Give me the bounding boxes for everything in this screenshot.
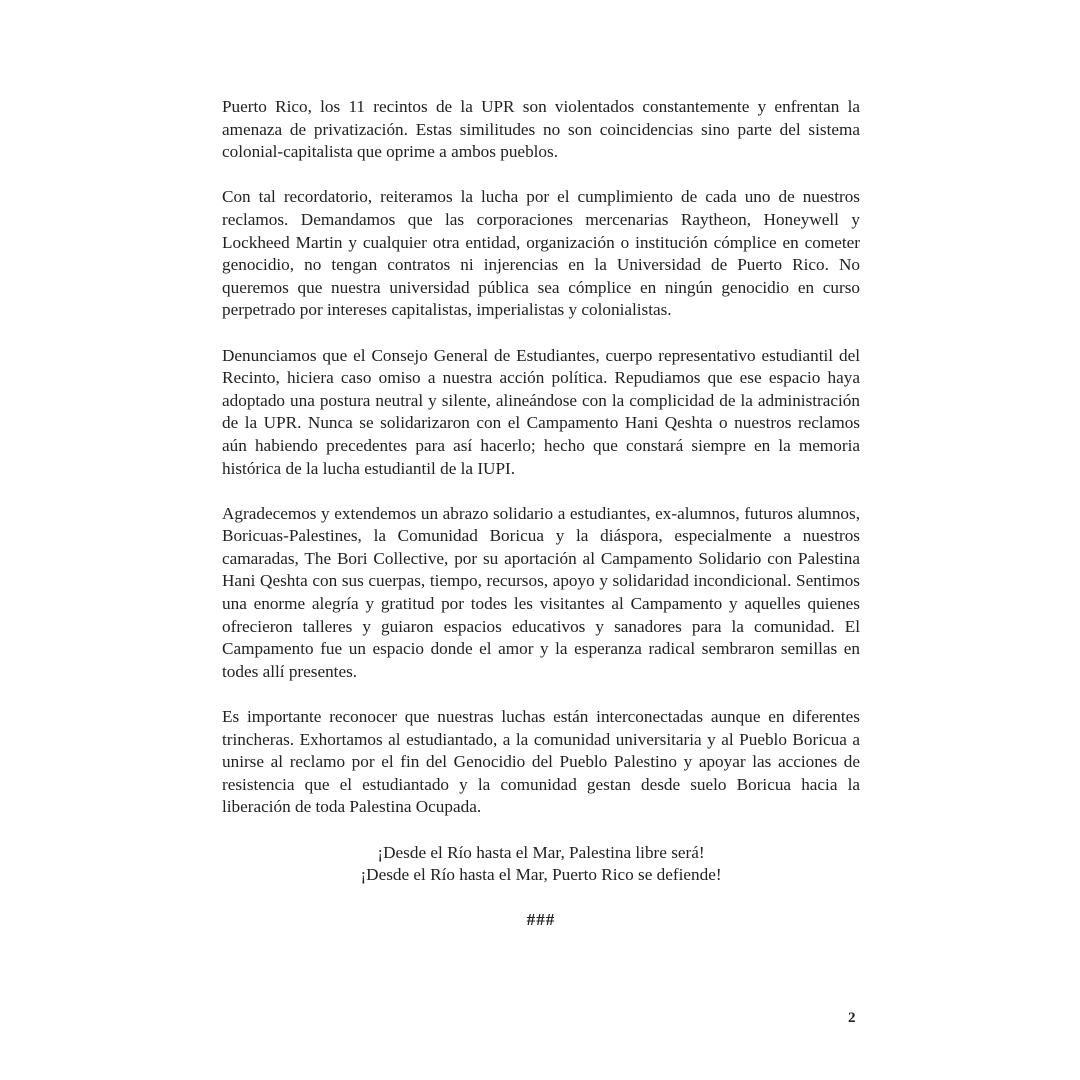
- closing-slogan-line: ¡Desde el Río hasta el Mar, Puerto Rico se defiende!: [360, 865, 722, 885]
- paragraph: Con tal recordatorio, reiteramos la lucha por el cumplimiento de cada uno de nuestros reclamos. Demandamos que las corporaciones mercenarias Raytheon, Honeywell y Lockheed Martin y cualquier otra entidad, organización o institución cómplice en cometer genocidio, no tengan contratos ni injerencias en la Universidad de Puerto Rico. No queremos que nuestra universidad pública sea cómplice en ningún genocidio en curso perpetrado por intereses capitalistas, imperialistas y colonialistas.: [222, 187, 860, 320]
- paragraph: Es importante reconocer que nuestras luchas están interconectadas aunque en diferentes trincheras. Exhortamos al estudiantado, a la comunidad universitaria y al Pueblo Boricua a unirse al reclamo por el fin del Genocidio del Pueblo Palestino y apoyar las acciones de resistencia que el estudiantado y la comunidad gestan desde suelo Boricua hacia la liberación de toda Palestina Ocupada.: [222, 707, 860, 817]
- paragraph: Denunciamos que el Consejo General de Estudiantes, cuerpo representativo estudiantil del Recinto, hiciera caso omiso a nuestra acción política. Repudiamos que ese espacio haya adoptado una postura neutral y silente, alineándose con la complicidad de la administración de la UPR. Nunca se solidarizaron con el Campamento Hani Qeshta o nuestros reclamos aún habiendo precedentes para así hacerlo; hecho que constará siempre en la memoria histórica de la lucha estudiantil de la IUPI.: [222, 345, 860, 478]
- closing-slogans: [222, 842, 860, 887]
- document-body: [222, 96, 860, 932]
- paragraph: Agradecemos y extendemos un abrazo solidario a estudiantes, ex-alumnos, futuros alumnos, Boricuas-Palestines, la Comunidad Boricua y la diáspora, especialmente a nuestros camaradas, The Bori Collective, por su aportación al Campamento Solidario con Palestina Hani Qeshta con sus cuerpas, tiempo, recursos, apoyo y solidaridad incondicional. Sentimos una enorme alegría y gratitud por todes les visitantes al Campamento y aquelles quienes ofrecieron talleres y guiaron espacios educativos y sanadores para la comunidad. El Campamento fue un espacio donde el amor y la esperanza radical sembraron semillas en todes allí presentes.: [222, 503, 860, 681]
- closing-slogan-line: ¡Desde el Río hasta el Mar, Palestina libre será!: [377, 842, 705, 862]
- page-number: 2: [848, 1010, 856, 1026]
- paragraph: Puerto Rico, los 11 recintos de la UPR son violentados constantemente y enfrentan la amenaza de privatización. Estas similitudes no son coincidencias sino parte del sistema colonial-capitalista que oprime a ambos pueblos.: [222, 97, 860, 162]
- end-mark: ###: [526, 910, 556, 930]
